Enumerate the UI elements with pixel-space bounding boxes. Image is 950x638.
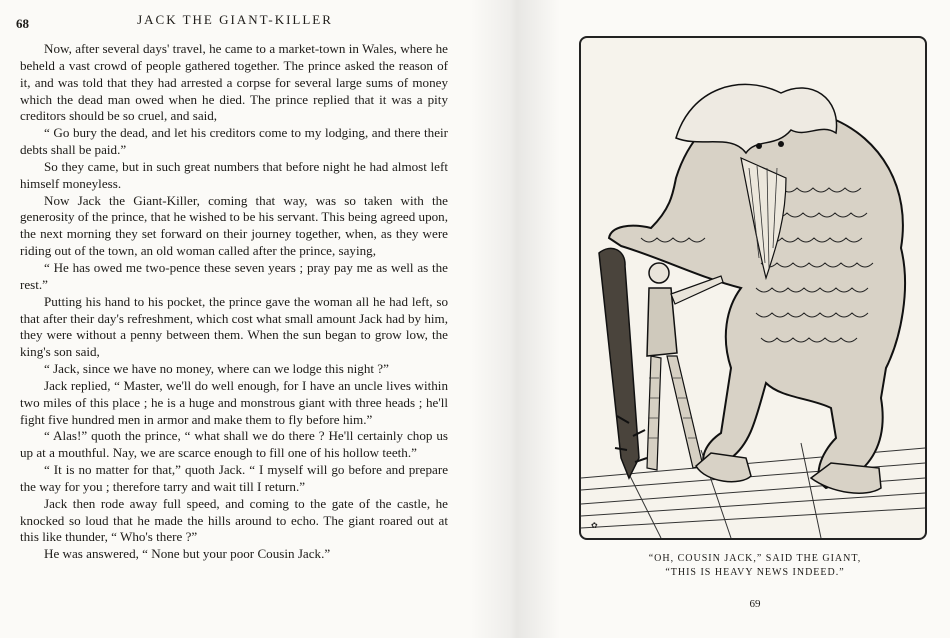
jack-head	[649, 263, 669, 283]
paragraph-4: Now Jack the Giant-Killer, coming that way, was so taken with the generosity of the prince, that he wished to be his servant. This being agreed upon, the next morning they set forward on their journey together, when, as they were riding out of the town, an old woman called after the prince, saying,	[20, 192, 448, 259]
left-page	[0, 0, 470, 638]
club-shape	[599, 248, 639, 478]
paragraph-3: So they came, but in such great numbers that before night he had almost left himself moneyless.	[20, 158, 448, 191]
illustration-plate	[579, 36, 927, 540]
paragraph-7: “ Jack, since we have no money, where can we lodge this night ?”	[44, 361, 389, 377]
jack-arm	[671, 276, 723, 304]
giant-and-jack-illustration	[581, 38, 925, 538]
paragraph-6: Putting his hand to his pocket, the prince gave the woman all he had left, so that after their day's refreshment, which cost what small amount Jack had by him, they were without a penny between them. When the sun began to grow low, the king's son said,	[20, 293, 448, 360]
paragraph-10: “ It is no matter for that,” quoth Jack. “ I myself will go before and prepare the way for you ; therefore tarry and wait till I return.”	[20, 462, 448, 494]
running-head: JACK THE GIANT-KILLER	[137, 12, 333, 27]
caption-line-1: “OH, COUSIN JACK,” SAID THE GIANT,	[648, 553, 862, 564]
paragraph-2: “ Go bury the dead, and let his creditors come to my lodging, and there their debts shall be paid.”	[20, 125, 448, 158]
paragraph-11: Jack then rode away full speed, and coming to the gate of the castle, he knocked so loud that he made the hills around to echo. The giant roared out at this like thunder, “ Who's there ?”	[20, 495, 448, 545]
jack-legs	[647, 356, 703, 470]
caption-line-2: “THIS IS HEAVY NEWS INDEED.”	[665, 567, 845, 578]
paragraph-9: “ Alas!” quoth the prince, “ what shall we do there ? He'll certainly chop us up at a mouthful. Nay, we are scarce enough to fill one of his hollow teeth.”	[20, 428, 448, 461]
giant-eye	[778, 141, 784, 147]
body-text	[20, 41, 448, 563]
artist-monogram: ✿	[591, 521, 598, 530]
paragraph-5: “ He has owed me two-pence these seven years ; pray pay me as well as the rest.”	[20, 259, 448, 292]
page-number-right: 69	[749, 598, 761, 610]
page-number-left: 68	[16, 16, 29, 31]
book-gutter	[470, 0, 560, 638]
paragraph-12: He was answered, “ None but your poor Cousin Jack.”	[44, 546, 331, 562]
paragraph-8: Jack replied, “ Master, we'll do well enough, for I have an uncle lives within two miles of this place ; he is a huge and monstrous giant with three heads ; he'll fight five hundred men in armor and make them to fly before him.”	[20, 377, 448, 427]
right-page	[560, 0, 950, 638]
paragraph-1: Now, after several days' travel, he came to a market-town in Wales, where he beheld a vast crowd of people gathered together. The prince asked the reason of it, and was told that they had arrested a corpse for several large sums of money which the dead man owed when he died. The prince replied that it was a pity creditors should be so cruel, and said,	[20, 41, 448, 124]
illustration-caption	[560, 552, 950, 580]
giant-eye	[756, 143, 762, 149]
